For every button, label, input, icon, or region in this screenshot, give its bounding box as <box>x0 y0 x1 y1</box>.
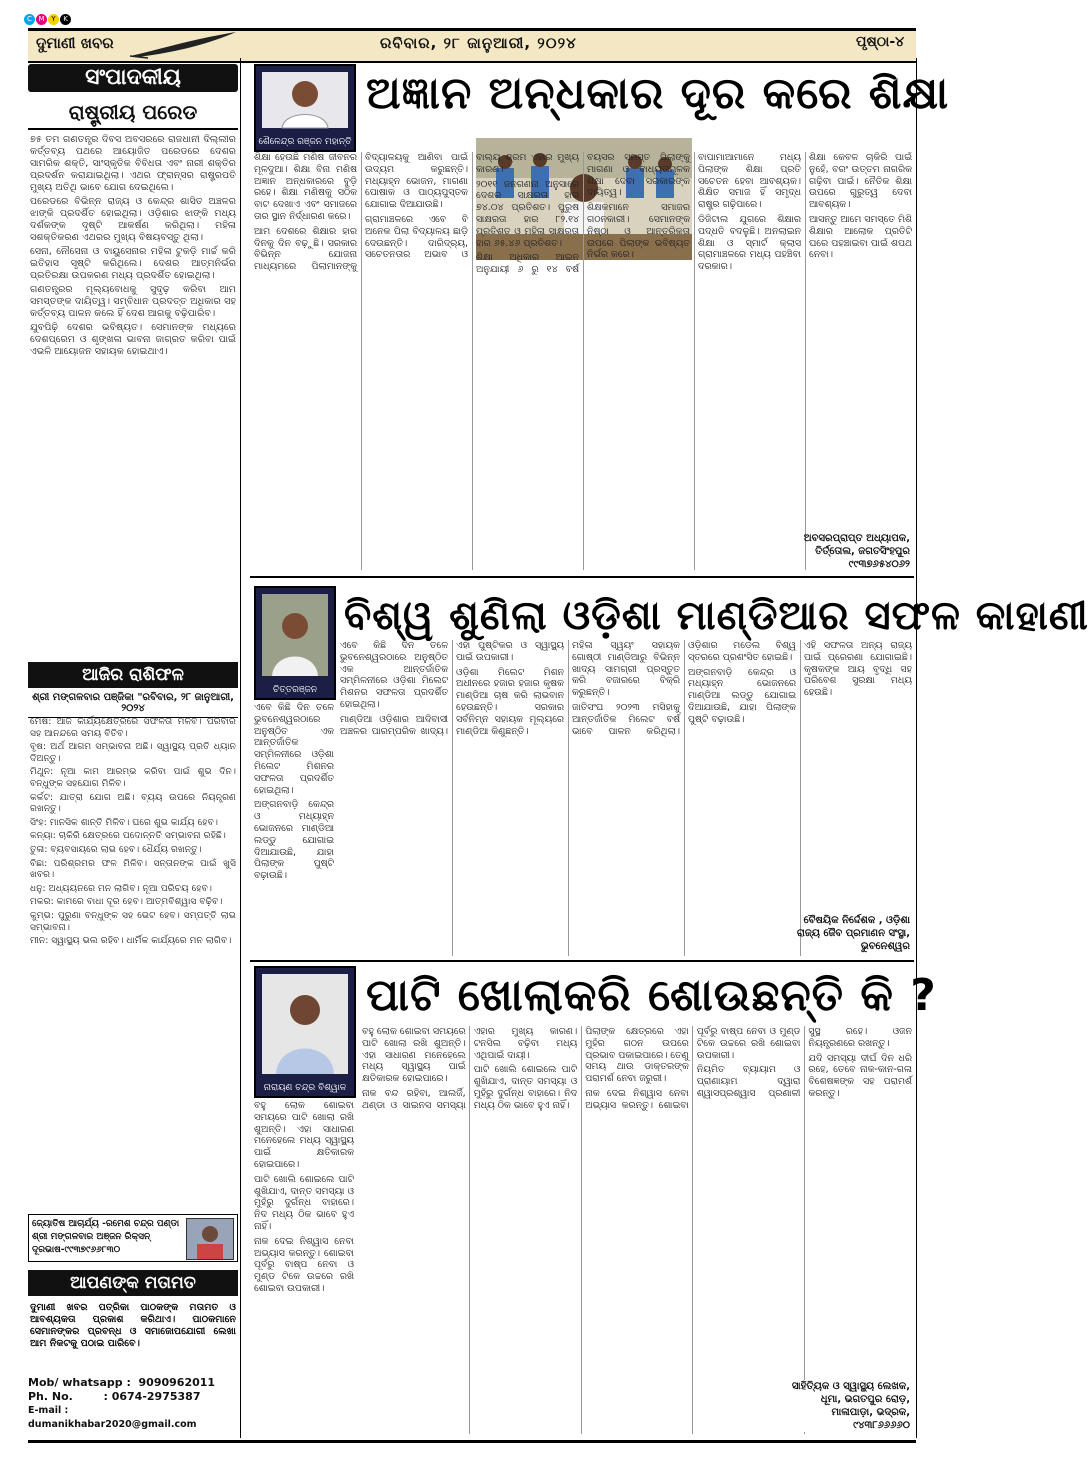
left-column <box>28 58 241 1438</box>
horoscope-list <box>30 716 236 1212</box>
article-paragraph: ଶିକ୍ଷା ହେଉଛି ମଣିଷ ଜୀବନର ମୂଳଦୁଆ। ଶିକ୍ଷା ବିନା ମଣିଷ ଅଜ୍ଞାନ ଅନ୍ଧକାରରେ ବୁଡ଼ି ରହେ। ଶିକ୍ଷା ମଣିଷକୁ ସଠିକ ବାଟ ଦେଖାଏ ଏବଂ ସମାଜରେ ତାର ସ୍ଥାନ ନିର୍ଦ୍ଧାରଣ କରେ। <box>254 152 357 222</box>
article-paragraph: ଅଙ୍ଗନବାଡ଼ି କେନ୍ଦ୍ର ଓ ମଧ୍ୟାହ୍ନ ଭୋଜନରେ ମାଣ୍ଡିଆ ଲଡ୍ଡୁ ଯୋଗାଇ ଦିଆଯାଉଛି, ଯାହା ପିଲାଙ୍କ ପୁଷ୍ଟି ବଢ଼ାଉଛି। <box>254 799 334 882</box>
editorial-paragraph: ୭୫ ତମ ଗଣତନ୍ତ୍ର ଦିବସ ଅବସରରେ ରାଜଧାନୀ ଦିଲ୍ଲୀର କର୍ତ୍ତବ୍ୟ ପଥରେ ଆୟୋଜିତ ପରେଡରେ ଦେଶର ସାମରିକ ଶକ୍ତି, ସାଂସ୍କୃତିକ ବିବିଧତା ଏବଂ ନାରୀ ଶକ୍ତିର ପ୍ରଦର୍ଶନ କରାଯାଇଥିଲା। ଏଥର ଫ୍ରାନ୍ସର ରାଷ୍ଟ୍ରପତି ମୁଖ୍ୟ ଅତିଥି ଭାବେ ଯୋଗ ଦେଇଥିଲେ। <box>30 134 236 193</box>
author-signature <box>780 532 910 571</box>
article-paragraph: ଓଡ଼ିଶା ମିଲେଟ ମିଶନ ଅଧୀନରେ ହଜାର ହଜାର କୃଷକ ମାଣ୍ଡିଆ ଚାଷ କରି ଲାଭବାନ ହେଉଛନ୍ତି। ସରକାର ସର୍ବନିମ୍ନ ସହାୟକ ମୂଲ୍ୟରେ ମାଣ୍ଡିଆ କିଣୁଛନ୍ତି। <box>456 666 564 737</box>
bottom-border <box>28 1440 916 1443</box>
article-body <box>254 152 912 570</box>
article-paragraph: ଏହି ସଫଳତା ଅନ୍ୟ ରାଜ୍ୟ ପାଇଁ ପ୍ରେରଣା ଯୋଗାଇଛି। କୃଷକଙ୍କ ଆୟ ବୃଦ୍ଧି ସହ ପରିବେଶ ସୁରକ୍ଷା ମଧ୍ୟ ହେଉଛି। <box>804 640 912 699</box>
author-caption: ନାରାୟଣ ଚନ୍ଦ୍ର ବିଶ୍ୱାଳ <box>263 1083 347 1093</box>
article-paragraph: ଅଙ୍ଗନବାଡ଼ି କେନ୍ଦ୍ର ଓ ମଧ୍ୟାହ୍ନ ଭୋଜନରେ ମାଣ୍ଡିଆ ଲଡ୍ଡୁ ଯୋଗାଇ ଦିଆଯାଉଛି, ଯାହା ପିଲାଙ୍କ ପୁଷ୍ଟି ବଢ଼ାଉଛି। <box>688 666 796 725</box>
article-paragraph: ୨୦୧୧ ଜନଗଣନା ଅନୁସାରେ ଦେଶର ସାକ୍ଷରତା ହାର ୭୪.୦୪ ପ୍ରତିଶତ। ପୁରୁଷ ସାକ୍ଷରତା ହାର ୮୨.୧୪ ପ୍ରତିଶତ ଓ ମହିଳା ସାକ୍ଷରତା ହାର ୬୫.୪୬ ପ୍ରତିଶତ। <box>476 178 579 249</box>
author-photo-frame <box>254 966 356 1098</box>
author-photo <box>262 72 348 128</box>
article-body <box>362 1026 912 1434</box>
author-city: ଭୁବନେଶ୍ୱର <box>860 941 910 952</box>
author-signature <box>790 1380 910 1432</box>
article-paragraph: ବହୁ ଲୋକ ଶୋଇବା ସମୟରେ ପାଟି ଖୋଲା ରଖି ଶୁଅନ୍ତି। ଏହା ସାଧାରଣ ମନେହେଲେ ମଧ୍ୟ ସ୍ୱାସ୍ଥ୍ୟ ପାଇଁ କ୍ଷତିକାରକ ହୋଇପାରେ। <box>254 1100 354 1170</box>
article-divider <box>250 576 914 578</box>
horoscope-title: ଆଜିର ରାଶିଫଳ <box>28 662 238 688</box>
issue-date: ରବିବାର, ୨୮ ଜାନୁଆରୀ, ୨୦୨୪ <box>380 34 577 52</box>
article-body-lead <box>254 1100 354 1434</box>
quill-pen-icon <box>128 30 238 60</box>
article-paragraph: ନାକ ଦେଇ ନିଶ୍ୱାସ ନେବା ଅଭ୍ୟାସ କରନ୍ତୁ। ଶୋଇବା ପୂର୍ବରୁ ବାଷ୍ପ ନେବା ଓ ମୁଣ୍ଡ ଟିକେ ଉଚ୍ଚରେ ରଖି ଶୋଇବା ଉପକାରୀ। <box>585 1026 801 1111</box>
opinion-text: ଦୁମାଣୀ ଖବର ପତ୍ରିକା ପାଠକଙ୍କ ମତାମତ ଓ ଆବଶ୍ୟକତା ପ୍ରକାଶ କରିଥାଏ। ପାଠକମାନେ ସେମାନଙ୍କର ପ୍ରବନ୍ଧ ଓ ସମାଜୋପଯୋଗୀ ଲେଖା ଆମ ନିକଟକୁ ପଠାଇ ପାରିବେ। <box>30 1302 236 1349</box>
horoscope-subtitle: ଶ୍ରୀ ମଙ୍ଗଳବାର ପଞ୍ଜିକା "ରବିବାର, ୨୮ ଜାନୁଆରୀ, ୨୦୨୪ <box>28 692 238 718</box>
article-paragraph: ବହୁ ଲୋକ ଶୋଇବା ସମୟରେ ପାଟି ଖୋଲା ରଖି ଶୁଅନ୍ତି। ଏହା ସାଧାରଣ ମନେହେଲେ ମଧ୍ୟ ସ୍ୱାସ୍ଥ୍ୟ ପାଇଁ କ୍ଷତିକାରକ ହୋଇପାରେ। <box>362 1026 466 1085</box>
astrologer-box <box>28 1214 238 1262</box>
horoscope-entry: କର୍କଟ: ଯାତ୍ରା ଯୋଗ ଅଛି। ବ୍ୟୟ ଉପରେ ନିୟନ୍ତ୍ରଣ ରଖନ୍ତୁ। <box>30 791 236 815</box>
editorial-headline: ରାଷ୍ଟ୍ରୀୟ ପରେଡ <box>68 100 198 124</box>
divider <box>28 128 238 130</box>
horoscope-entry: କୁମ୍ଭ: ପୁରୁଣା ବନ୍ଧୁଙ୍କ ସହ ଭେଟ ହେବ। ସମ୍ପତ୍ତି ଲାଭ ସମ୍ଭାବନା। <box>30 909 236 933</box>
astrologer-info <box>32 1218 182 1257</box>
email-label: E-mail : <box>28 1405 69 1416</box>
author-photo-frame <box>254 64 356 152</box>
astrologer-photo <box>186 1218 234 1260</box>
author-phone: ୯୯୩୭୬୫୪୦୬୨ <box>848 559 910 570</box>
newspaper-name: ଦୁମାଣୀ ଖବର <box>36 34 114 52</box>
cmyk-marks <box>24 6 72 25</box>
author-designation: ସାହିତ୍ୟିକ ଓ ସ୍ୱାସ୍ଥ୍ୟ ଲେଖକ, <box>791 1381 910 1392</box>
right-border <box>916 58 917 1438</box>
phone-number[interactable]: : 0674-2975387 <box>103 1390 201 1403</box>
article-paragraph: ମହିଳା ସ୍ୱୟଂ ସହାୟକ ଗୋଷ୍ଠୀ ମାଣ୍ଡିଆରୁ ବିଭିନ୍ନ ଖାଦ୍ୟ ସାମଗ୍ରୀ ପ୍ରସ୍ତୁତ କରି ବଜାରରେ ବିକ୍ରି କରୁଛନ୍ତି। <box>572 640 680 699</box>
article-paragraph: ଶିକ୍ଷା ଅଧିକାର ଆଇନ ଅନୁଯାୟୀ ୬ ରୁ ୧୪ ବର୍ଷ ବୟସର ସମସ୍ତ ପିଲାଙ୍କୁ ମାଗଣା ଓ ବାଧ୍ୟତାମୂଳକ ଶିକ୍ଷା ଦେବା ସରକାରଙ୍କ ଦାୟିତ୍ୱ। <box>476 152 690 276</box>
author-address: ଧୂମା, ଭଗତପୁର ରୋଡ଼, <box>820 1394 910 1405</box>
article-paragraph: ଶିକ୍ଷକମାନେ ସମାଜର ଗଠନକାରୀ। ସେମାନଙ୍କ ନିଷ୍ଠା ଓ ଆନ୍ତରିକତା ଉପରେ ପିଲାଙ୍କ ଭବିଷ୍ୟତ ନିର୍ଭର କରେ। <box>587 202 690 261</box>
article-divider <box>250 960 914 962</box>
email-address[interactable]: dumanikhabar2020@gmail.com <box>28 1419 197 1430</box>
author-designation: ଅବସରପ୍ରାପ୍ତ ଅଧ୍ୟାପକ, <box>803 533 910 544</box>
article-paragraph: ନାକ ବନ୍ଦ ରହିବା, ଆଲର୍ଜି, ଥଣ୍ଡା ଓ ସାଇନସ ସମସ୍ୟା ଏହାର ମୁଖ୍ୟ କାରଣ। ଟନସିଲ ବଢ଼ିବା ମଧ୍ୟ ଏଥିପାଇଁ ଦାୟୀ। <box>362 1026 578 1111</box>
article-body <box>340 640 912 956</box>
article-paragraph: ଏବେ କିଛି ଦିନ ତଳେ ଭୁବନେଶ୍ୱରଠାରେ ଅନୁଷ୍ଠିତ ଏକ ଆନ୍ତର୍ଜାତିକ ସମ୍ମିଳନୀରେ ଓଡ଼ିଶା ମିଲେଟ ମିଶନର ସଫଳତା ପ୍ରଦର୍ଶିତ ହୋଇଥିଲା। <box>254 702 334 796</box>
article-paragraph: ନିୟମିତ ବ୍ୟାୟାମ ଓ ପ୍ରାଣାୟାମ ଦ୍ୱାରା ଶ୍ୱାସପ୍ରଶ୍ୱାସ ପ୍ରଣାଳୀ ସୁସ୍ଥ ରହେ। ଓଜନ ନିୟନ୍ତ୍ରଣରେ ରଖନ୍ତୁ। <box>696 1026 912 1099</box>
black-dot: K <box>60 14 71 25</box>
editorial-section-title: ସଂପାଦକୀୟ <box>28 64 238 92</box>
yellow-dot: Y <box>48 14 59 25</box>
author-caption: ଶୈଳେନ୍ଦ୍ର ରଞ୍ଜନ ମହାନ୍ତି <box>258 137 352 147</box>
author-organisation: ରାଜ୍ୟ ଜୈବ ପ୍ରମାଣନ ସଂସ୍ଥା, <box>796 928 910 939</box>
author-photo <box>262 594 328 676</box>
horoscope-entry: କନ୍ୟା: ଚାକିରି କ୍ଷେତ୍ରରେ ପଦୋନ୍ନତି ସମ୍ଭାବନା ରହିଛି। <box>30 830 226 842</box>
editorial-paragraph: ପରେଡରେ ବିଭିନ୍ନ ରାଜ୍ୟ ଓ କେନ୍ଦ୍ର ଶାସିତ ଅଞ୍ଚଳର ଝାଙ୍କି ପ୍ରଦର୍ଶିତ ହୋଇଥିଲା। ଓଡ଼ିଶାର ଝାଙ୍କି ମଧ୍ୟ ଦର୍ଶକଙ୍କ ଦୃଷ୍ଟି ଆକର୍ଷଣ କରିଥିଲା। ମହିଳା ସଶକ୍ତିକରଣ ଏଥରର ମୁଖ୍ୟ ବିଷୟବସ୍ତୁ ଥିଲା। <box>30 196 236 243</box>
article-paragraph: ଜାତିସଂଘ ୨୦୨୩ ମସିହାକୁ ଆନ୍ତର୍ଜାତିକ ମିଲେଟ ବର୍ଷ ଭାବେ ପାଳନ କରିଥିଲା। ଓଡ଼ିଶାର ମଡେଲ ବିଶ୍ୱ ସ୍ତରରେ ପ୍ରଶଂସିତ ହୋଇଛି। <box>572 640 796 737</box>
article-headline: ପାଟି ଖୋଲାକରି ଶୋଉଛନ୍ତି କି ? <box>366 970 937 1021</box>
contact-block <box>28 1376 238 1432</box>
article-paragraph: ପିଲାଙ୍କ କ୍ଷେତ୍ରରେ ଏହା ମୁହଁର ଗଠନ ଉପରେ ପ୍ରଭାବ ପକାଇପାରେ। ତେଣୁ ସମୟ ଥାଉ ଡାକ୍ତରଙ୍କ ପରାମର୍ଶ ନେବା ଜରୁରୀ। <box>585 1026 689 1085</box>
page-number: ପୃଷ୍ଠା-୪ <box>856 34 905 50</box>
article-paragraph: ଯଦି ସମସ୍ୟା ଦୀର୍ଘ ଦିନ ଧରି ରହେ, ତେବେ ନାକ-କାନ-ଗଳା ବିଶେଷଜ୍ଞଙ୍କ ସହ ପରାମର୍ଶ କରନ୍ତୁ। <box>808 1052 912 1099</box>
horoscope-entry: ମିଥୁନ: ନୂଆ କାମ ଆରମ୍ଭ କରିବା ପାଇଁ ଶୁଭ ଦିନ। ବନ୍ଧୁଙ୍କ ସହଯୋଗ ମିଳିବ। <box>30 766 236 789</box>
editorial-paragraph: ଯୁବପିଢ଼ି ଦେଶର ଭବିଷ୍ୟତ। ସେମାନଙ୍କ ମଧ୍ୟରେ ଦେଶପ୍ରେମ ଓ ଶୃଙ୍ଖଳା ଭାବନା ଜାଗ୍ରତ କରିବା ପାଇଁ ଏଭଳି ଆୟୋଜନ ସହାୟକ ହୋଇଥାଏ। <box>30 322 236 357</box>
opinion-title: ଆପଣଙ୍କ ମତାମତ <box>28 1270 238 1296</box>
horoscope-entry: ତୁଳା: ବ୍ୟବସାୟରେ ଲାଭ ହେବ। ଧୈର୍ଯ୍ୟ ରଖନ୍ତୁ। <box>30 843 202 855</box>
horoscope-entry: ବିଛା: ପରିଶ୍ରମର ଫଳ ମିଳିବ। ସନ୍ତାନଙ୍କ ପାଇଁ ଖୁସି ଖବର। <box>30 857 236 881</box>
astrologer-phone: ଦୂରଭାଷ-୯୯୩୭୯୬୬୮୩୦ <box>32 1245 121 1255</box>
article-paragraph: ନାକ ଦେଇ ନିଶ୍ୱାସ ନେବା ଅଭ୍ୟାସ କରନ୍ତୁ। ଶୋଇବା ପୂର୍ବରୁ ବାଷ୍ପ ନେବା ଓ ମୁଣ୍ଡ ଟିକେ ଉଚ୍ଚରେ ରଖି ଶୋଇବା ଉପକାରୀ। <box>254 1235 354 1294</box>
article-paragraph: ଏବେ କିଛି ଦିନ ତଳେ ଭୁବନେଶ୍ୱରଠାରେ ଅନୁଷ୍ଠିତ ଏକ ଆନ୍ତର୍ଜାତିକ ସମ୍ମିଳନୀରେ ଓଡ଼ିଶା ମିଲେଟ ମିଶନର ସଫଳତା ପ୍ରଦର୍ଶିତ ହୋଇଥିଲା। <box>340 640 448 710</box>
phone-label: Ph. No. <box>28 1390 73 1403</box>
author-photo-frame <box>254 586 336 700</box>
author-address: ତିର୍ତ୍ତୋଲ, ଜଗତସିଂହପୁର <box>815 546 910 557</box>
horoscope-entry: ଧନୁ: ଅଧ୍ୟୟନରେ ମନ ଲାଗିବ। ନୂଆ ପରିଚୟ ହେବ। <box>30 882 213 894</box>
article-paragraph: ଗ୍ରାମାଞ୍ଚଳରେ ଏବେ ବି ଅନେକ ପିଲା ବିଦ୍ୟାଳୟ ଛାଡ଼ି ଦେଉଛନ୍ତି। ଦାରିଦ୍ର୍ୟ, ସଚେତନତାର ଅଭାବ ଓ ବାଲ୍ୟ ଶ୍ରମ ଏହାର ମୁଖ୍ୟ କାରଣ। <box>365 152 579 261</box>
article-paragraph: ଆମ ଦେଶରେ ଶିକ୍ଷାର ହାର ଦିନକୁ ଦିନ ବଢ଼ୁଛି। ସରକାର ବିଭିନ୍ନ ଯୋଜନା ମାଧ୍ୟମରେ ପିଲାମାନଙ୍କୁ ବିଦ୍ୟାଳୟକୁ ଆଣିବା ପାଇଁ ଉଦ୍ୟମ କରୁଛନ୍ତି। ମଧ୍ୟାହ୍ନ ଭୋଜନ, ମାଗଣା ପୋଷାକ ଓ ପାଠ୍ୟପୁସ୍ତକ ଯୋଗାଇ ଦିଆଯାଉଛି। <box>254 152 468 273</box>
article-paragraph: ମାଣ୍ଡିଆ ଓଡ଼ିଶାର ଆଦିବାସୀ ଅଞ୍ଚଳର ପାରମ୍ପରିକ ଖାଦ୍ୟ। ଏହା ପୁଷ୍ଟିକର ଓ ସ୍ୱାସ୍ଥ୍ୟ ପାଇଁ ଉପକାରୀ। <box>340 640 564 737</box>
horoscope-entry: ମେଷ: ଆଜି କାର୍ଯ୍ୟକ୍ଷେତ୍ରରେ ସଫଳତା ମିଳିବ। ପରିବାର ସହ ଆନନ୍ଦରେ ସମୟ ବିତିବ। <box>30 716 236 739</box>
author-phone: ୯୪୩୮୬୬୬୬୦ <box>853 1420 910 1431</box>
horoscope-entry: ବୃଷ: ଅର୍ଥ ଆଗମ ସମ୍ଭାବନା ଅଛି। ସ୍ୱାସ୍ଥ୍ୟ ପ୍ରତି ଧ୍ୟାନ ଦିଅନ୍ତୁ। <box>30 741 236 764</box>
astrologer-title: ଶ୍ରୀ ମଙ୍ଗଳବାର ଅଞ୍ଜନ ରିକ୍ସନ୍ <box>32 1232 151 1242</box>
horoscope-entry: ମୀନ: ସ୍ୱାସ୍ଥ୍ୟ ଭଲ ରହିବ। ଧାର୍ମିକ କାର୍ଯ୍ୟରେ ମନ ଲାଗିବ। <box>30 935 232 947</box>
author-designation: ବୈଷୟିକ ନିର୍ଦ୍ଦେଶକ , ଓଡ଼ିଶା <box>803 915 910 926</box>
article-paragraph: ଆସନ୍ତୁ ଆମେ ସମସ୍ତେ ମିଶି ଶିକ୍ଷାର ଆଲୋକ ପ୍ରତିଟି ଘରେ ପହଞ୍ଚାଇବା ପାଇଁ ଶପଥ ନେବା। <box>809 213 912 261</box>
editorial-paragraph: ସେନା, ନୌସେନା ଓ ବାୟୁସେନାର ମହିଳା ଟୁକଡ଼ି ମାର୍ଚ୍ଚ କରି ଇତିହାସ ସୃଷ୍ଟି କରିଥିଲେ। ଦେଶର ଆତ୍ମନିର୍ଭର ପ୍ରତିରକ୍ଷା ଉପକରଣ ମଧ୍ୟ ପ୍ରଦର୍ଶିତ ହୋଇଥିଲା। <box>30 246 236 281</box>
horoscope-entry: ମକର: କାମରେ ବାଧା ଦୂର ହେବ। ଆତ୍ମବିଶ୍ୱାସ ବଢ଼ିବ। <box>30 896 223 908</box>
article-paragraph: ପାଟି ଖୋଲି ଶୋଇଲେ ପାଟି ଶୁଖିଯାଏ, ଦାନ୍ତ ସମସ୍ୟା ଓ ମୁହଁରୁ ଦୁର୍ଗନ୍ଧ ବାହାରେ। ନିଦ ମଧ୍ୟ ଠିକ ଭାବେ ହୁଏ ନାହିଁ। <box>254 1173 354 1232</box>
article-headline: ଅଜ୍ଞାନ ଅନ୍ଧକାର ଦୂର କରେ ଶିକ୍ଷା <box>366 68 950 119</box>
article-paragraph: ବାପାମାଆମାନେ ମଧ୍ୟ ପିଲାଙ୍କ ଶିକ୍ଷା ପ୍ରତି ସଚେତନ ହେବା ଆବଶ୍ୟକ। ଶିକ୍ଷିତ ସମାଜ ହିଁ ସମୃଦ୍ଧ ରାଷ୍ଟ୍ର ଗଢ଼ିପାରେ। <box>698 152 801 211</box>
article-paragraph: ଡିଜିଟାଲ ଯୁଗରେ ଶିକ୍ଷାର ପଦ୍ଧତି ବଦଳୁଛି। ଅନଲାଇନ ଶିକ୍ଷା ଓ ସ୍ମାର୍ଟ କ୍ଲାସ ଗ୍ରାମାଞ୍ଚଳରେ ମଧ୍ୟ ପହଞ୍ଚିବା ଦରକାର। <box>698 213 801 273</box>
cyan-dot: C <box>24 14 35 25</box>
editorial-body <box>30 134 236 704</box>
author-photo <box>262 974 348 1074</box>
astrologer-name: ଜ୍ୟୋତିଷ ଆଚାର୍ଯ୍ୟ -ରମେଶ ଚନ୍ଦ୍ର ପଣ୍ଡା <box>32 1219 180 1229</box>
article-headline: ବିଶ୍ୱ ଶୁଣିଲା ଓଡ଼ିଶା ମାଣ୍ଡିଆର ସଫଳ କାହାଣୀ <box>344 593 1089 639</box>
article-paragraph: ପାଟି ଖୋଲି ଶୋଇଲେ ପାଟି ଶୁଖିଯାଏ, ଦାନ୍ତ ସମସ୍ୟା ଓ ମୁହଁରୁ ଦୁର୍ଗନ୍ଧ ବାହାରେ। ନିଦ ମଧ୍ୟ ଠିକ ଭାବେ ହୁଏ ନାହିଁ। <box>473 1064 578 1111</box>
article-paragraph: ଶିକ୍ଷା କେବଳ ଚାକିରି ପାଇଁ ନୁହେଁ, ବରଂ ଉତ୍ତମ ନାଗରିକ ଗଢ଼ିବା ପାଇଁ। ନୈତିକ ଶିକ୍ଷା ଉପରେ ଗୁରୁତ୍ୱ ଦେବା ଆବଶ୍ୟକ। <box>809 152 912 211</box>
article-body-lead <box>254 702 334 956</box>
author-signature <box>770 914 910 953</box>
magenta-dot: M <box>36 14 47 25</box>
editorial-paragraph: ଗଣତନ୍ତ୍ରର ମୂଲ୍ୟବୋଧକୁ ସୁଦୃଢ଼ କରିବା ଆମ ସମସ୍ତଙ୍କ ଦାୟିତ୍ୱ। ସମ୍ବିଧାନ ପ୍ରଦତ୍ତ ଅଧିକାର ସହ କର୍ତ୍ତବ୍ୟ ପାଳନ କଲେ ହିଁ ଦେଶ ଆଗକୁ ବଢ଼ିପାରିବ। <box>30 284 236 319</box>
horoscope-entry: ସିଂହ: ମାନସିକ ଶାନ୍ତି ମିଳିବ। ଘରେ ଶୁଭ କାର୍ଯ୍ୟ ହେବ। <box>30 816 219 828</box>
mobile-number[interactable]: 9090962011 <box>138 1376 216 1389</box>
author-city: ମାଳାପାଡ଼ା, ଭଦ୍ରକ, <box>831 1407 910 1418</box>
author-caption: ଚିତ୍ତରଞ୍ଜନ <box>272 685 318 695</box>
mobile-label: Mob/ whatsapp : <box>28 1376 131 1389</box>
